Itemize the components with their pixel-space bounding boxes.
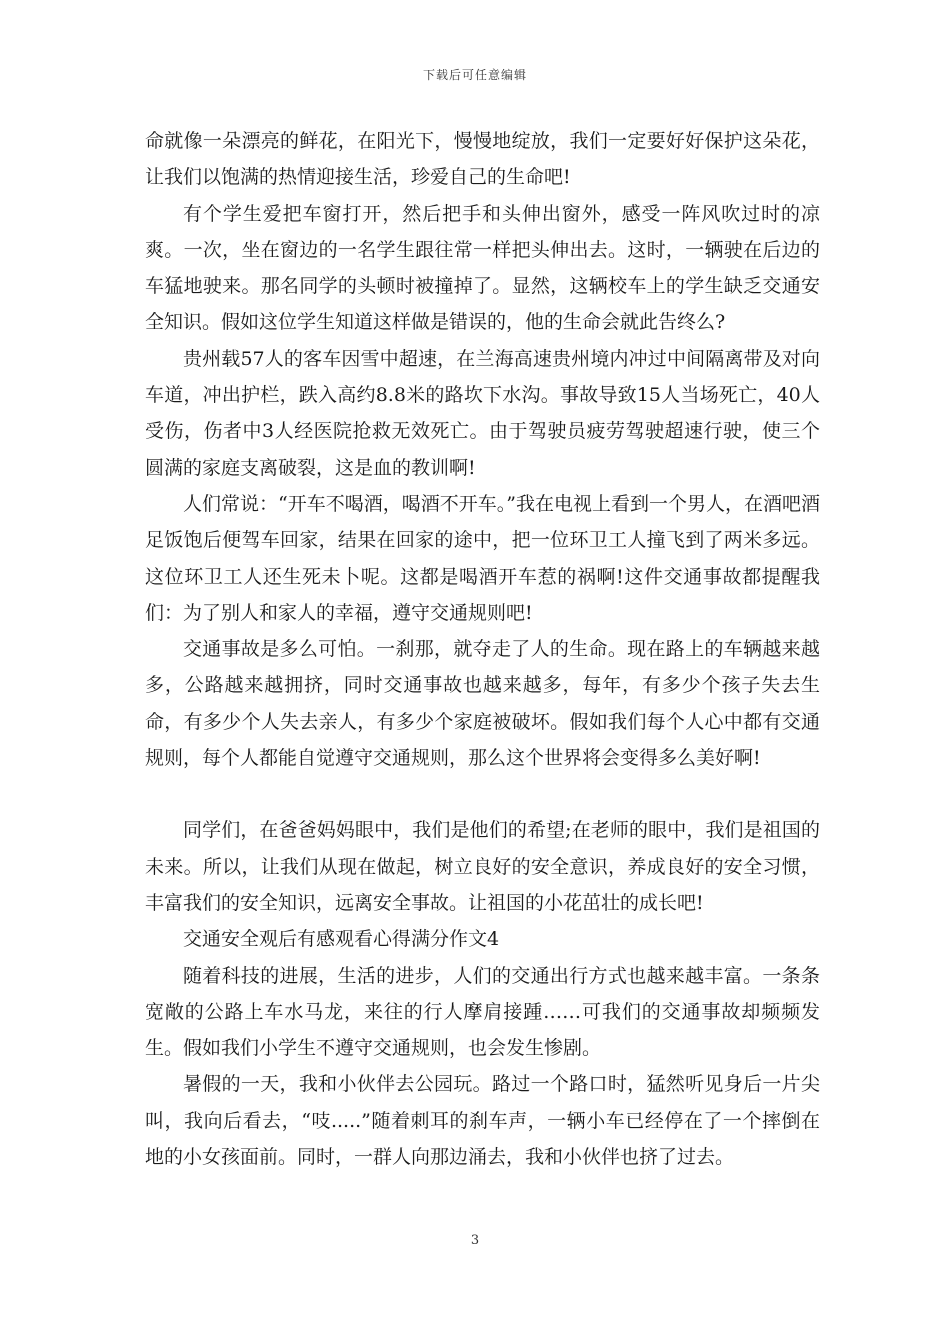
page-number: 3 <box>470 1233 480 1248</box>
paragraph-accident-danger: 交通事故是多么可怕。一刹那，就夺走了人的生命。现在路上的车辆越来越多，公路越来越拥挤，同时交通事故也越来越多，每年，有多少个孩子失去生命，有多少个人失去亲人，有多少个家庭被破坏。假如我们每个人心中都有交通规则，每个人都能自觉遵守交通规则，那么这个世界将会变得多么美好啊! <box>145 638 820 770</box>
paragraph-conclusion: 同学们，在爸爸妈妈眼中，我们是他们的希望;在老师的眼中，我们是祖国的未来。所以，让我们从现在做起，树立良好的安全意识，养成良好的安全习惯，丰富我们的安全知识，远离安全事故。让祖国的小花茁壮的成长吧! <box>145 819 820 914</box>
paragraph-technology: 随着科技的进展，生活的进步，人们的交通出行方式也越来越丰富。一条条宽敞的公路上车水马龙，来往的行人摩肩接踵……可我们的交通事故却频频发生。假如我们小学生不遵守交通规则，也会发生惨剧。 <box>145 964 820 1060</box>
paragraph-summer-day: 暑假的一天，我和小伙伴去公园玩。路过一个路口时，猛然听见身后一片尖叫，我向后看去，“吱.....”随着刺耳的刹车声，一辆小车已经停在了一个摔倒在地的小女孩面前。同时，一群人向那边涌去，我和小伙伴也挤了过去。 <box>145 1073 820 1169</box>
paragraph-continuation: 命就像一朵漂亮的鲜花，在阳光下，慢慢地绽放，我们一定要好好保护这朵花，让我们以饱满的热情迎接生活，珍爱自己的生命吧! <box>145 130 820 189</box>
paragraph-guizhou-accident: 贵州载57人的客车因雪中超速，在兰海高速贵州境内冲过中间隔离带及对向车道，冲出护栏，跌入高约8.8米的路坎下水沟。事故导致15人当场死亡，40人受伤，伤者中3人经医院抢救无效死亡。由于驾驶员疲劳驾驶超速行驶，使三个圆满的家庭支离破裂，这是血的教训啊! <box>145 347 820 479</box>
essay-title: 交通安全观后有感观看心得满分作文4 <box>183 928 500 951</box>
paragraph-spacer <box>145 776 820 812</box>
page-header-note: 下载后可任意编辑 <box>422 68 527 82</box>
paragraph-drunk-driving: 人们常说：“开车不喝酒，喝酒不开车。”我在电视上看到一个男人，在酒吧酒足饭饱后便驾车回家，结果在回家的途中，把一位环卫工人撞飞到了两米多远。这位环卫工人还生死未卜呢。这都是喝酒开车惹的祸啊!这件交通事故都提醒我们：为了别人和家人的幸福，遵守交通规则吧! <box>145 492 820 624</box>
paragraph-bus-window: 有个学生爱把车窗打开，然后把手和头伸出窗外，感受一阵风吹过时的凉爽。一次，坐在窗边的一名学生跟往常一样把头伸出去。这时，一辆驶在后边的车猛地驶来。那名同学的头顿时被撞掉了。显然，这辆校车上的学生缺乏交通安全知识。假如这位学生知道这样做是错误的，他的生命会就此告终么? <box>145 202 820 334</box>
document-body <box>145 123 820 1175</box>
